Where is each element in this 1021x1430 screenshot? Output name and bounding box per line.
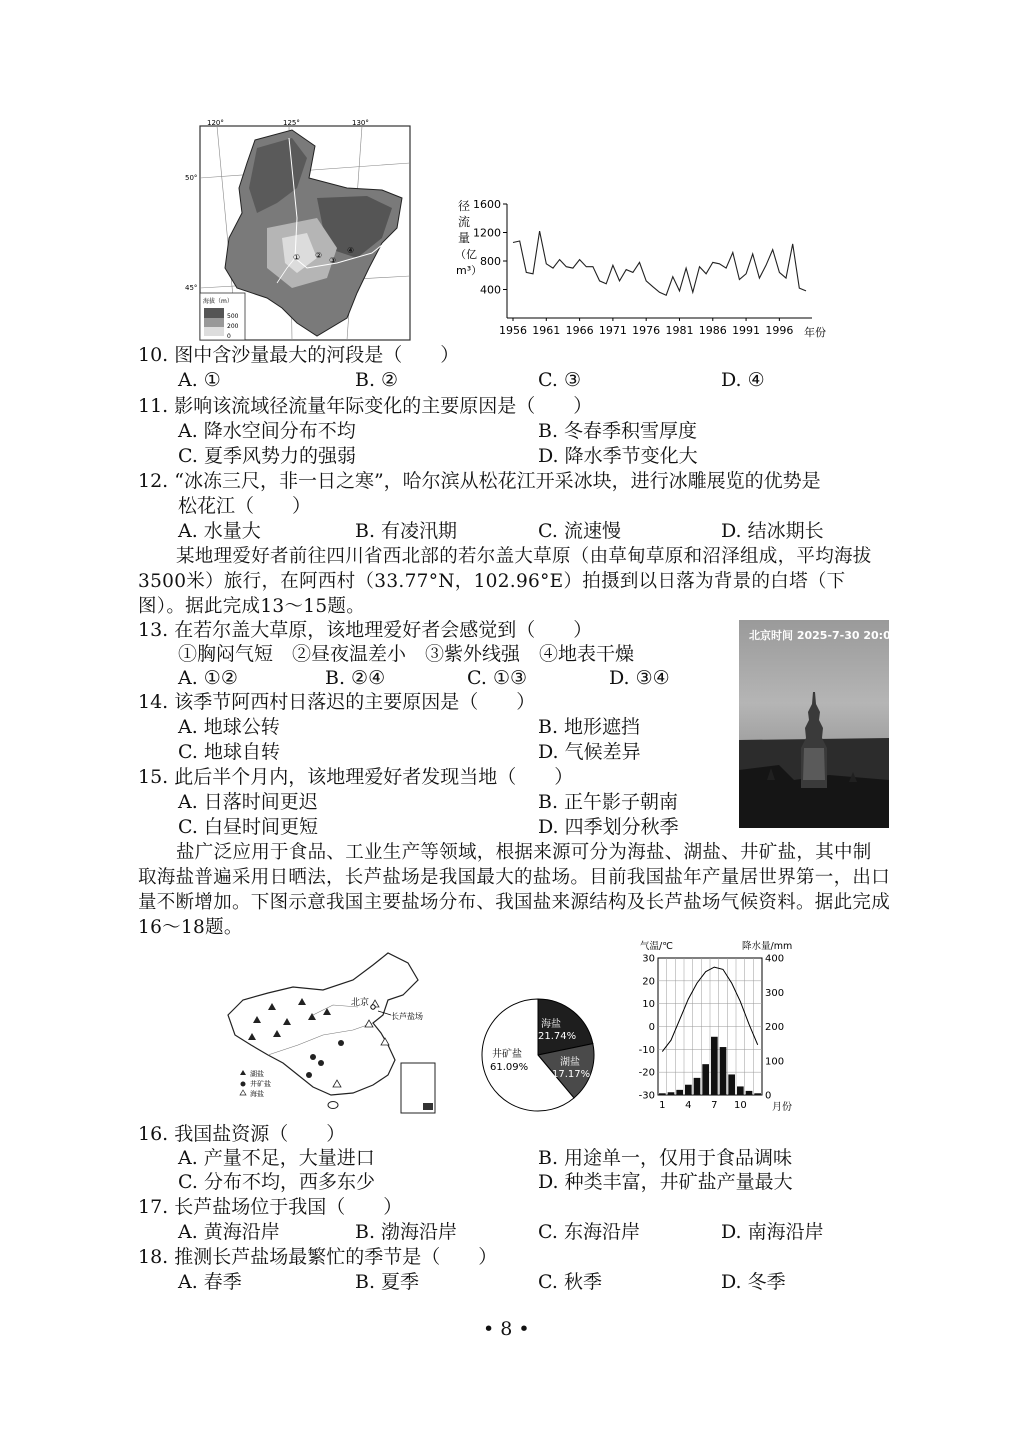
precip-bar [737, 1086, 744, 1095]
q10-option-b[interactable]: B. ② [355, 369, 399, 391]
runoff-xunit: 年份 [804, 326, 826, 339]
q14-option-d[interactable]: D. 气候差异 [538, 741, 641, 763]
climate-right-title: 降水量/mm [742, 941, 793, 952]
q16-option-a[interactable]: A. 产量不足，大量进口 [178, 1147, 375, 1169]
q15-option-a[interactable]: A. 日落时间更迟 [178, 791, 318, 813]
climate-left-tick-label: -10 [638, 1044, 655, 1056]
q13-items: ①胸闷气短 ②昼夜温差小 ③紫外线强 ④地表干燥 [178, 643, 635, 665]
runoff-ytick-label: 400 [480, 283, 501, 297]
q11-option-d[interactable]: D. 降水季节变化大 [538, 445, 698, 467]
lon-label-125: 125° [283, 119, 300, 127]
q12-stem-line2: 松花江（ ） [178, 495, 312, 517]
q16-option-d[interactable]: D. 种类丰富，井矿盐产量最大 [538, 1171, 793, 1193]
q15-option-d[interactable]: D. 四季划分秋季 [538, 816, 679, 838]
q13-option-b[interactable]: B. ②④ [325, 667, 386, 689]
climate-left-tick-label: 20 [642, 976, 655, 988]
photo-timestamp: 北京时间 2025-7-30 20:05 [749, 629, 899, 642]
runoff-chart [450, 196, 850, 346]
legend-sea-salt: 海盐 [250, 1090, 264, 1098]
precip-bar [754, 1093, 761, 1095]
precip-bar [720, 1047, 727, 1095]
q10-option-d[interactable]: D. ④ [721, 369, 765, 391]
runoff-ytick-label: 800 [480, 255, 501, 268]
runoff-xtick-label: 1986 [698, 324, 727, 337]
climate-right-tick-label: 200 [765, 1022, 785, 1033]
runoff-xtick-label: 1981 [665, 324, 694, 337]
pie-label-lake: 湖盐 [560, 1057, 580, 1068]
q12-stem-line1: 12. “冰冻三尺，非一日之寒”，哈尔滨从松花江开采冰块，进行冰雕展览的优势是 [138, 470, 821, 492]
marker-3: ③ [329, 256, 337, 265]
pie-pct-sea: 21.74% [538, 1031, 577, 1042]
q10-stem: 10. 图中含沙量最大的河段是（ ） [138, 344, 460, 366]
precip-bar [694, 1078, 701, 1095]
runoff-xtick-label: 1961 [532, 324, 561, 337]
q15-option-c[interactable]: C. 白昼时间更短 [178, 816, 318, 838]
runoff-xtick-label: 1996 [765, 324, 794, 337]
q16-option-c[interactable]: C. 分布不均，西多东少 [178, 1171, 375, 1193]
q12-option-d[interactable]: D. 结冰期长 [721, 520, 824, 542]
beijing-label: 北京 [351, 998, 370, 1008]
runoff-ytick-label: 1200 [473, 226, 501, 240]
sunset-white-pagoda-photo [739, 620, 899, 828]
q11-option-a[interactable]: A. 降水空间分布不均 [178, 420, 356, 442]
q14-option-c[interactable]: C. 地球自转 [178, 741, 280, 763]
q17-stem: 17. 长芦盐场位于我国（ ） [138, 1196, 403, 1218]
q17-option-a[interactable]: A. 黄海沿岸 [178, 1221, 280, 1243]
changlu-climate-chart [622, 938, 822, 1116]
lon-label-130: 130° [352, 119, 369, 127]
precip-bar [676, 1090, 683, 1095]
precip-bar [728, 1074, 735, 1095]
pie-pct-well: 61.09% [490, 1062, 529, 1073]
precip-bar [702, 1064, 709, 1095]
climate-left-tick-label: 30 [642, 953, 655, 965]
q13-option-c[interactable]: C. ①③ [467, 667, 528, 689]
precip-bar [746, 1091, 753, 1095]
q14-stem: 14. 该季节阿西村日落迟的主要原因是（ ） [138, 691, 536, 713]
q17-option-d[interactable]: D. 南海沿岸 [721, 1221, 824, 1243]
q14-option-b[interactable]: B. 地形遮挡 [538, 716, 641, 738]
climate-left-title: 气温/℃ [640, 941, 673, 952]
q17-option-c[interactable]: C. 东海沿岸 [538, 1221, 640, 1243]
q18-option-d[interactable]: D. 冬季 [721, 1271, 786, 1293]
climate-x-tick-label: 10 [733, 1100, 747, 1111]
q12-option-a[interactable]: A. 水量大 [178, 520, 261, 542]
climate-right-tick-label: 300 [765, 987, 785, 999]
passage-16-18: 盐广泛应用于食品、工业生产等领域，根据来源可分为海盐、湖盐、井矿盐，其中制取海盐普遍采用日晒法，长芦盐场是我国最大的盐场。目前我国盐年产量居世界第一，出口量不断增加。下图示意我国主要盐场分布、我国盐来源结构及长芦盐场气候资料。据此完成16～18题。 [138, 842, 891, 938]
q10-option-c[interactable]: C. ③ [538, 369, 581, 391]
q13-option-a[interactable]: A. ①② [178, 667, 238, 689]
page-number: • 8 • [483, 1318, 530, 1340]
marker-4: ④ [347, 246, 355, 255]
climate-left-tick-label: -20 [638, 1067, 655, 1079]
legend-200: 200 [227, 323, 239, 330]
q17-option-b[interactable]: B. 渤海沿岸 [355, 1221, 458, 1243]
runoff-xtick-label: 1976 [632, 324, 661, 337]
q10-option-a[interactable]: A. ① [178, 369, 221, 391]
runoff-ylabel-2: 流 [458, 215, 471, 229]
lat-label-50: 50° [185, 174, 198, 182]
china-salt-map [213, 945, 453, 1120]
pie-label-well: 井矿盐 [492, 1049, 522, 1060]
lon-label-120: 120° [207, 119, 224, 127]
q11-option-c[interactable]: C. 夏季风势力的强弱 [178, 445, 356, 467]
marker-2: ② [315, 251, 323, 260]
q18-option-b[interactable]: B. 夏季 [355, 1271, 420, 1293]
runoff-xtick-label: 1966 [565, 324, 594, 337]
q18-option-c[interactable]: C. 秋季 [538, 1271, 602, 1293]
legend-0: 0 [227, 333, 231, 340]
runoff-series-line [513, 231, 806, 295]
q14-option-a[interactable]: A. 地球公转 [178, 716, 280, 738]
runoff-ylabel-1: 径 [458, 199, 471, 213]
q18-option-a[interactable]: A. 春季 [178, 1271, 242, 1293]
legend-500: 500 [227, 313, 239, 320]
climate-left-tick-label: -30 [638, 1090, 655, 1102]
q13-stem: 13. 在若尔盖大草原，该地理爱好者会感觉到（ ） [138, 619, 593, 641]
legend-well-salt: 井矿盐 [250, 1080, 271, 1088]
q16-stem: 16. 我国盐资源（ ） [138, 1123, 346, 1145]
marker-1: ① [293, 253, 301, 262]
pie-pct-lake: 17.17% [552, 1069, 591, 1080]
runoff-xtick-label: 1991 [732, 324, 761, 337]
q15-stem: 15. 此后半个月内，该地理爱好者发现当地（ ） [138, 766, 574, 788]
q18-stem: 18. 推测长芦盐场最繁忙的季节是（ ） [138, 1246, 498, 1268]
q11-stem: 11. 影响该流域径流量年际变化的主要原因是（ ） [138, 395, 593, 417]
climate-x-unit: 月份 [772, 1102, 792, 1113]
pie-label-sea: 海盐 [541, 1019, 561, 1030]
climate-x-tick-label: 4 [685, 1100, 692, 1111]
climate-right-tick-label: 0 [765, 1090, 772, 1102]
salt-source-pie-chart [478, 995, 598, 1115]
runoff-ylabel-4: （亿 [455, 248, 477, 261]
precip-bar [659, 1093, 666, 1095]
q15-option-b[interactable]: B. 正午影子朝南 [538, 791, 679, 813]
climate-right-tick-label: 100 [765, 1056, 785, 1068]
q12-option-c[interactable]: C. 流速慢 [538, 520, 621, 542]
lat-label-45: 45° [185, 284, 198, 292]
legend-lake-salt: 湖盐 [250, 1070, 264, 1078]
river-basin-map [185, 118, 419, 343]
precip-bar [685, 1085, 692, 1095]
runoff-ylabel-3: 量 [458, 231, 471, 245]
runoff-xtick-label: 1971 [598, 324, 627, 337]
q13-option-d[interactable]: D. ③④ [609, 667, 670, 689]
passage-13-15: 某地理爱好者前往四川省西北部的若尔盖大草原（由草甸草原和沼泽组成，平均海拔3500米）旅行，在阿西村（33.77°N，102.96°E）拍摄到以日落为背景的白塔（下图）。据此完成13～15题。 [138, 546, 872, 617]
climate-left-tick-label: 0 [648, 1022, 655, 1033]
changlu-label: 长芦盐场 [391, 1012, 423, 1021]
climate-x-tick-label: 1 [659, 1100, 666, 1111]
runoff-ylabel-5: m³） [456, 264, 483, 277]
runoff-xtick-label: 1956 [499, 324, 527, 337]
climate-x-tick-label: 7 [711, 1100, 718, 1111]
climate-left-tick-label: 10 [642, 999, 655, 1011]
q11-option-b[interactable]: B. 冬春季积雪厚度 [538, 420, 698, 442]
precip-bar [668, 1092, 675, 1095]
q16-option-b[interactable]: B. 用途单一，仅用于食品调味 [538, 1147, 793, 1169]
climate-right-tick-label: 400 [765, 953, 785, 965]
legend-title: 海拔（m） [203, 298, 233, 305]
runoff-ytick-label: 1600 [473, 198, 501, 211]
q12-option-b[interactable]: B. 有凌汛期 [355, 520, 458, 542]
precip-bar [711, 1037, 718, 1095]
